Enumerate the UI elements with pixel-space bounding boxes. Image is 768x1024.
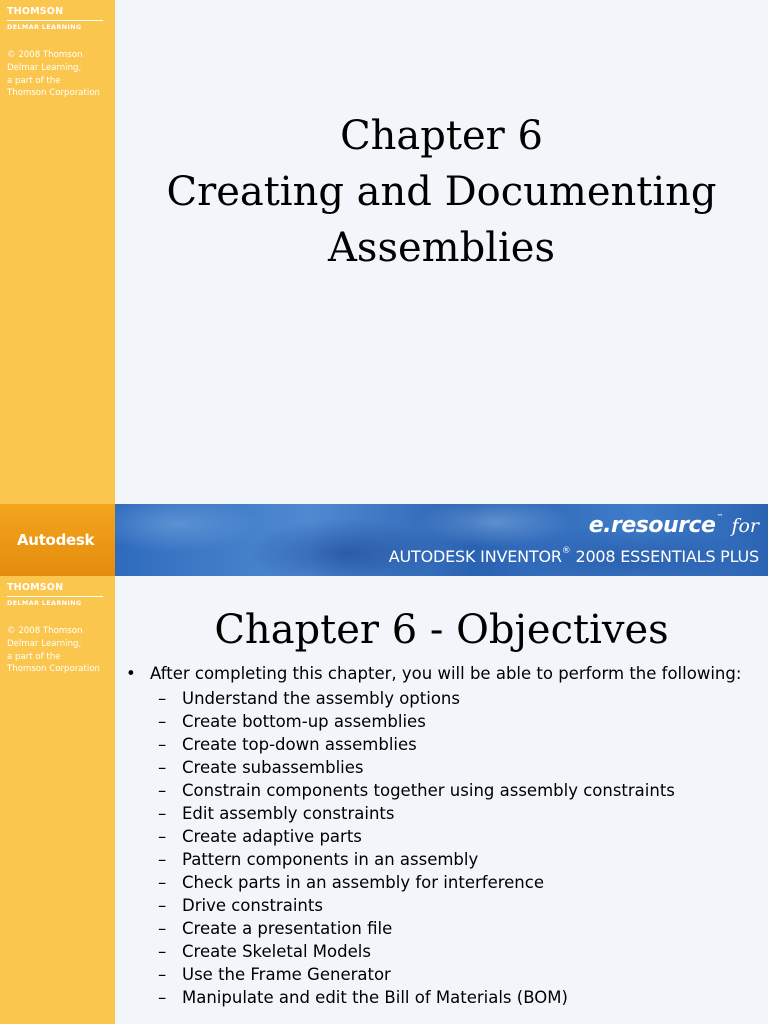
objective-text: Create bottom-up assemblies [182,712,426,731]
product-name [389,547,759,566]
objective-item [124,917,764,940]
objective-item [124,756,764,779]
objective-item [124,802,764,825]
dash-marker: – [158,689,167,708]
title-line: Assemblies [328,225,555,271]
objective-text: Create adaptive parts [182,827,362,846]
dash-marker: – [158,804,167,823]
objective-text: Check parts in an assembly for interference [182,873,544,892]
objective-text: Drive constraints [182,896,323,915]
logo-divider [7,596,103,597]
copyright-line: © 2008 Thomson [7,626,83,636]
thomson-logo [7,582,103,608]
dash-marker: – [158,965,167,984]
product-name-part1: AUTODESK INVENTOR [388,547,562,566]
objective-item [124,963,764,986]
objective-item [124,894,764,917]
objective-text: Understand the assembly options [182,689,460,708]
objectives-list [124,687,764,1009]
imprint-name: DELMAR LEARNING [7,599,82,607]
copyright-line: Delmar Learning, [7,638,82,649]
title-slide [0,0,768,504]
objective-item [124,825,764,848]
product-name-part2: 2008 ESSENTIALS PLUS [570,547,759,566]
product-banner [115,504,768,576]
objective-text: Pattern components in an assembly [182,850,479,869]
publisher-name: THOMSON [7,582,64,593]
sidebar [0,576,115,1024]
objective-text: Create Skeletal Models [182,942,371,961]
dash-marker: – [158,827,167,846]
copyright-line: a part of the [7,75,61,86]
dash-marker: – [158,758,167,777]
dash-marker: – [158,942,167,961]
trademark-mark: ™ [716,513,724,521]
objective-item [124,871,764,894]
eresource-logo [589,513,759,538]
intro-text: After completing this chapter, you will be able to perform the following: [150,664,742,683]
registered-mark: ® [561,546,571,556]
copyright-notice [7,625,115,676]
dash-marker: – [158,850,167,869]
copyright-line: Delmar Learning, [7,62,82,73]
imprint-name: DELMAR LEARNING [7,23,82,31]
copyright-line: Thomson Corporation [7,88,101,99]
copyright-notice [7,49,115,100]
title-line: Chapter 6 [340,113,543,159]
objective-item [124,940,764,963]
series-name: e.resource [588,513,716,538]
publisher-name: THOMSON [7,6,64,17]
dash-marker: – [158,988,167,1007]
objectives-title: Chapter 6 - Objectives [214,607,669,653]
dash-marker: – [158,919,167,938]
objective-text: Use the Frame Generator [182,965,391,984]
objectives-content [124,665,764,1009]
objective-text: Create subassemblies [182,758,364,777]
autodesk-logo-panel [0,504,115,576]
sidebar [0,0,115,504]
dash-marker: – [158,896,167,915]
eresource-banner [0,504,768,576]
objective-text: Create top-down assemblies [182,735,417,754]
objective-item [124,687,764,710]
objective-text: Create a presentation file [182,919,393,938]
thomson-logo [7,6,103,32]
title-line: Creating and Documenting [166,169,717,215]
objective-item [124,848,764,871]
logo-divider [7,20,103,21]
copyright-line: Thomson Corporation [7,664,101,675]
dash-marker: – [158,873,167,892]
chapter-title [115,108,768,276]
objective-text: Manipulate and edit the Bill of Materials (BOM) [182,988,568,1007]
copyright-line: a part of the [7,651,61,662]
series-for: for [731,515,759,537]
objective-item [124,986,764,1009]
objective-item [124,733,764,756]
dash-marker: – [158,781,167,800]
objective-text: Edit assembly constraints [182,804,395,823]
intro-bullet [124,665,764,683]
objective-item [124,779,764,802]
dash-marker: – [158,735,167,754]
autodesk-logo: Autodesk [17,531,95,549]
objective-item [124,710,764,733]
objective-text: Constrain components together using assembly constraints [182,781,675,800]
objectives-slide [0,576,768,1024]
dash-marker: – [158,712,167,731]
copyright-line: © 2008 Thomson [7,50,83,60]
bullet-marker: • [126,664,136,683]
